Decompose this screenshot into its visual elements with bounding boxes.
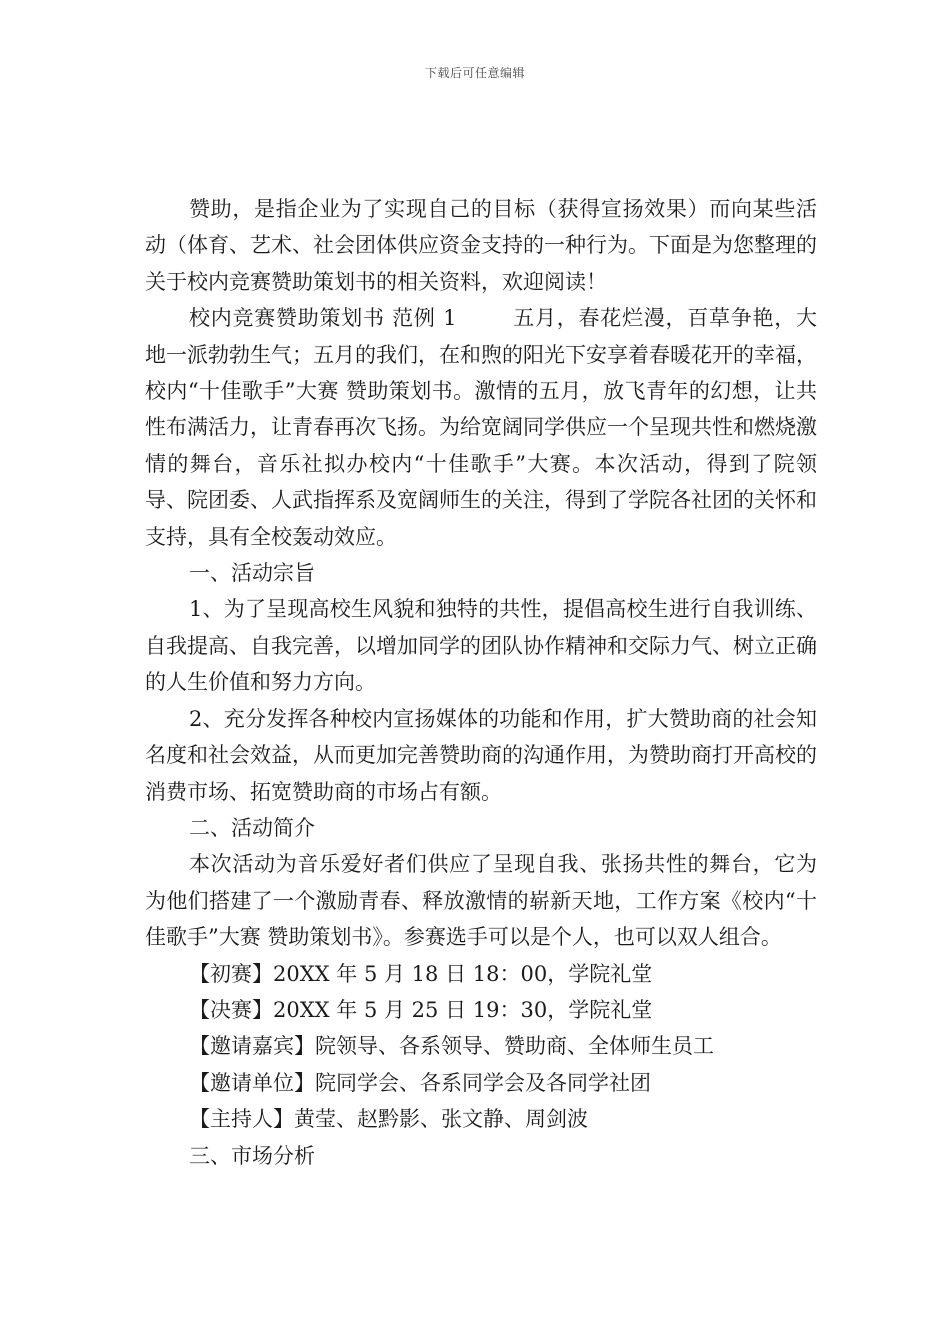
page-header-note: 下载后可任意编辑 <box>424 66 525 80</box>
section3-heading: 三、市场分析 <box>189 1143 315 1168</box>
hosts: 【主持人】黄莹、赵黔影、张文静、周剑波 <box>189 1107 588 1132</box>
section1-heading: 一、活动宗旨 <box>189 561 315 586</box>
example-title: 校内竞赛赞助策划书 范例 1 <box>189 306 457 331</box>
example-paragraph <box>145 300 817 555</box>
section2-heading: 二、活动简介 <box>189 815 315 840</box>
example-body: 五月，春花烂漫，百草争艳，大地一派勃勃生气；五月的我们，在和煦的阳光下安享着春暖花开的幸福，校内“十佳歌手”大赛 赞助策划书。激情的五月，放飞青年的幻想，让共性布满活力，让青春再次飞扬。为给宽阔同学供应一个呈现共性和燃烧激情的舞台，音乐社拟办校内“十佳歌手”大赛。本次活动，得到了院领导、院团委、人武指挥系及宽阔师生的关注，得到了学院各社团的关怀和支持，具有全校轰动效应。 <box>145 306 817 549</box>
invited-units: 【邀请单位】院同学会、各系同学会及各同学社团 <box>189 1070 651 1095</box>
section1-item1: 1、为了呈现高校生风貌和独特的共性，提倡高校生进行自我训练、自我提高、自我完善，以增加同学的团队协作精神和交际力气、树立正确的人生价值和努力方向。 <box>145 597 817 695</box>
intro-paragraph: 赞助，是指企业为了实现自己的目标（获得宣扬效果）而向某些活动（体育、艺术、社会团体供应资金支持的一种行为。下面是为您整理的关于校内竞赛赞助策划书的相关资料，欢迎阅读！ <box>145 197 817 294</box>
final-schedule: 【决赛】20XX 年 5 月 25 日 19：30，学院礼堂 <box>189 997 653 1022</box>
section1-item2: 2、充分发挥各种校内宣扬媒体的功能和作用，扩大赞助商的社会知名度和社会效益，从而更加完善赞助商的沟通作用，为赞助商打开高校的消费市场、拓宽赞助商的市场占有额。 <box>145 706 817 804</box>
section2-body: 本次活动为音乐爱好者们供应了呈现自我、张扬共性的舞台，它为为他们搭建了一个激励青春、释放激情的崭新天地，工作方案《校内“十佳歌手”大赛 赞助策划书》。参赛选手可以是个人，也可以双人组合。 <box>145 852 817 950</box>
document-body <box>145 191 817 1174</box>
preliminary-schedule: 【初赛】20XX 年 5 月 18 日 18：00，学院礼堂 <box>189 961 653 986</box>
invited-guests: 【邀请嘉宾】院领导、各系领导、赞助商、全体师生员工 <box>189 1034 714 1059</box>
